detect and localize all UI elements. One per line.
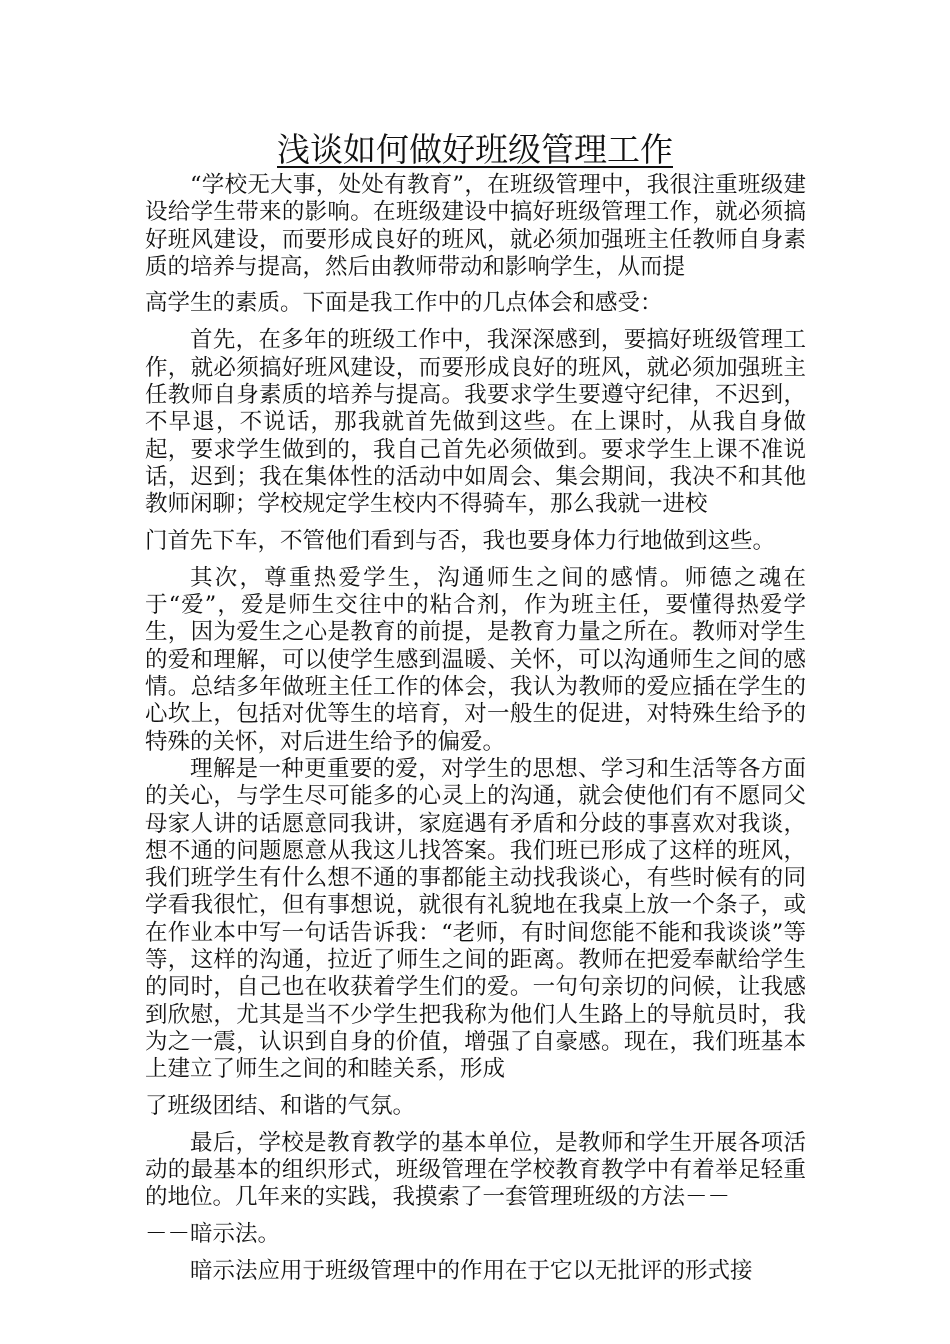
paragraph-final-point-tail: －－暗示法。 <box>145 1220 281 1247</box>
document-title: 浅谈如何做好班级管理工作 <box>277 130 673 169</box>
paragraph-second-point: 其次，尊重热爱学生，沟通师生之间的感情。师德之魂在于“爱”，爱是师生交往中的粘合剂，作为班主任，要懂得热爱学生，因为爱生之心是教育的前提，是教育力量之所在。教师对学生的爱和理解，可以使学生感到温暖、关怀，可以沟通师生之间的感情。总结多年做班主任工作的体会，我认为教师的爱应插在学生的心坎上，包括对优等生的培育，对一般生的促进，对特殊生给予的特殊的关怀，对后进生给予的偏爱。 <box>145 564 806 755</box>
paragraph-suggestion-method: 暗示法应用于班级管理中的作用在于它以无批评的形式接 <box>190 1257 753 1284</box>
paragraph-first-point: 首先，在多年的班级工作中，我深深感到，要搞好班级管理工作，就必须搞好班风建设，而要形成良好的班风，就必须加强班主任教师自身素质的培养与提高。我要求学生要遵守纪律，不迟到，不早退，不说话，那我就首先做到这些。在上课时，从我自身做起，要求学生做到的，我自己首先必须做到。要求学生上课不准说话，迟到；我在集体性的活动中如周会、集会期间，我决不和其他教师闲聊；学校规定学生校内不得骑车，那么我就一进校 门首先下车，不管他们看到与否，我也要身体力行地做到这些。 <box>145 327 806 554</box>
paragraph-final-point: 最后，学校是教育教学的基本单位，是教师和学生开展各项活动的最基本的组织形式，班级管理在学校教育教学中有着举足轻重的地位。几年来的实践，我摸索了一套管理班级的方法－－ －－暗示法。 <box>145 1129 806 1247</box>
paragraph-understanding: 理解是一种更重要的爱，对学生的思想、学习和生活等各方面的关心，与学生尽可能多的心灵上的沟通，就会使他们有不愿同父母家人讲的话愿意同我讲，家庭遇有矛盾和分歧的事喜欢对我谈，想不通的问题愿意从我这儿找答案。我们班已形成了这样的班风，我们班学生有什么想不通的事都能主动找我谈心，有些时候有的同学看我很忙，但有事想说，就很有礼貌地在我桌上放一个条子，或在作业本中写一句话告诉我：“老师，有时间您能不能和我谈谈”等等，这样的沟通，拉近了师生之间的距离。教师在把爱奉献给学生的同时，自己也在收获着学生们的爱。一句句亲切的问候，让我感到欣慰，尤其是当不少学生把我称为他们人生路上的导航员时，我为之一震，认识到自身的价值，增强了自豪感。现在，我们班基本上建立了师生之间的和睦关系，形成 了班级团结、和谐的气氛。 <box>145 755 806 1119</box>
paragraph-intro-tail: 高学生的素质。下面是我工作中的几点体会和感受： <box>145 290 663 317</box>
document-body <box>145 172 806 1285</box>
paragraph-understanding-tail: 了班级团结、和谐的气氛。 <box>145 1092 416 1119</box>
paragraph-intro: “学校无大事，处处有教育”，在班级管理中，我很注重班级建设给学生带来的影响。在班级建设中搞好班级管理工作，就必须搞好班风建设，而要形成良好的班风，就必须加强班主任教师自身素质的培养与提高，然后由教师带动和影响学生，从而提 高学生的素质。下面是我工作中的几点体会和感受： <box>145 172 806 317</box>
paragraph-first-point-tail: 门首先下车，不管他们看到与否，我也要身体力行地做到这些。 <box>145 527 776 554</box>
